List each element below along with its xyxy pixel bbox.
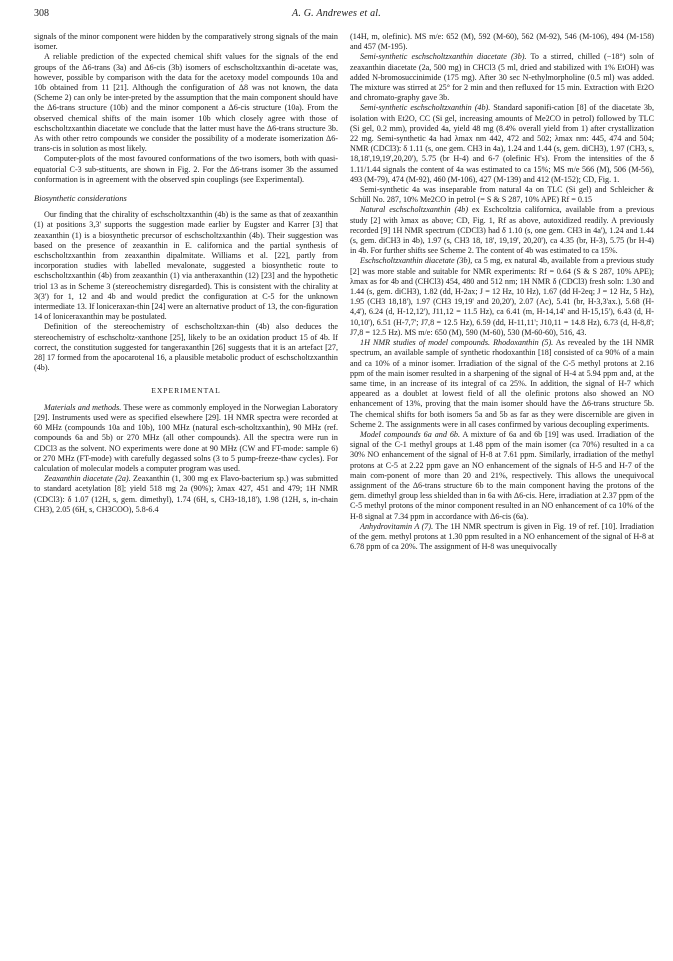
paragraph-tlc: Semi-synthetic 4a was inseparable from natural 4a on TLC (Si gel) and Schleicher & Schüll No. 287, 10% Me2CO in petrol (= S & S 287, 10% APE) Rf = 0.15 <box>350 185 654 205</box>
paragraph-materials-methods <box>34 403 338 474</box>
paragraph-anhydrovitamin <box>350 522 654 553</box>
paragraph-lead: Materials and methods. <box>44 402 122 412</box>
paragraph-chemical-shift-prediction: A reliable prediction of the expected chemical shift values for the signals of the end groups of the Δ6-trans (3a) and Δ6-cis (3b) isomers of eschscholtzxanthin di-acetate was, however, possible by comparison with the data for the acetoxy model compounds 10a and 10b obtained from 11 [21]. Although the configuration of Δ8 was not known, the data (Scheme 2) can only be inter-preted by the assumption that the main component should have the Δ6-trans structure (10b) and the minor component a Δ6-cis structure (10a). From the observed chemical shifts of the main isomer 10b which closely agree with those of eschscholtzxanthin diacetate we conclude that the latter must have the Δ6-trans structure 3b. As with other retro compounds we consider the possibility of a moderate isomerization Δ6-trans-cis in solution as most likely. <box>34 52 338 154</box>
paragraph-computer-plots: Computer-plots of the most favoured conformations of the two isomers, both with quasi-equatorial C-3 sub-stituents, are shown in Fig. 2. For the Δ6-trans isomer 3b the assumed conformation is in agreement with the observed spin couplings (see Experimental). <box>34 154 338 184</box>
paragraph-continued: (14H, m, olefinic). MS m/e: 652 (M), 592 (M-60), 562 (M-92), 546 (M-106), 494 (M-158) and 457 (M-195). <box>350 32 654 52</box>
page-header <box>34 8 639 24</box>
paragraph-rhodoxanthin <box>350 338 654 430</box>
paragraph-body: A mixture of 6a and 6b [19] was used. Irradiation of the signal of the C-1 methyl groups at 1.48 ppm of the main isomer (ca 70%) resulted in a ca 30% NO enhancement of the signal of H-8 at 7.61 ppm. Similarly, irradiation of the methyl protons at C-5 at 2.22 ppm gave an NO enhancement of the signals of H-5 and H-7 of the main com-ponent of more than 20 and 21%, respectively. This allows the unequivocal assignment of the Δ6-trans structure 6b to the main component having the protons of the gem. dimethyl group less shielded than in 6a with Δ6-cis. Here, irradiation at 2.37 ppm of the C-5 methyl protons of the minor component resulted in an NO enhancement of ca 10% of the H-8 signal at 7.34 ppm in accordance with Δ6-cis (6a). <box>350 429 654 521</box>
paragraph-body: These were as commonly employed in the Norwegian Laboratory [29]. Instruments used were as specified elsewhere [29]. 1H NMR spectra were recorded at 60 MHz (compounds 10a and 10b), 100 MHz (natural esch-scholtzxanthin), 90 MHz (ref. compounds 6a and 5b) or 270 MHz (all other compounds). All the spectra were run in CDCl3 as the solvent. NO experiments were done at 90 MHz (CW and FT-mode: sample 6) or 270 MHz (FT-mode) with carefully degassed solns (3 to 5 pump-freeze-thaw cycles). For calculation of molecular models a computer program was used. <box>34 402 338 473</box>
paragraph-eschscholtzxanthin-diacetate <box>350 256 654 338</box>
paragraph-body: To a stirred, chilled (−18°) soln of zeaxanthin diacetate (2a, 500 mg) in CHCl3 (5 ml, dried and stabilized with 1% EtOH) was added N-bromosuccinimide (175 mg). After 30 sec N-ethylmorpholine (0.5 ml) was added. The mixture was stirred at 25° for 2 min and then refluxed for 15 min. Extraction with Et2O and chromato-graphy gave 3b. <box>350 52 654 103</box>
paragraph-semisynthetic-eschscholtzxanthin <box>350 103 654 185</box>
section-heading-experimental: EXPERIMENTAL <box>151 385 221 395</box>
paragraph-body: As revealed by the 1H NMR spectrum, an available sample of synthetic rhodoxanthin [18] consisted of ca 90% of a main and ca 10% of a minor isomer. Irradiation of the signal of the C-5 methyl protons at 2.16 ppm of the main isomer resulted in a sharpening of the signal of H-4 at 5.94 ppm and, at the same time, in an increase of its integral of ca 25%. In addition, the signal of H-7 which appeared as a doublet at lowest field of all the olefinic protons also showed an NO enhancement of 13%, proving that the main isomer should have the Δ6-trans structure 5b. The chemical shifts for both isomers 5a and 5b as far as they were discernible are given in Scheme 2. The assignments were in all cases confirmed by various decoupling experiments. <box>350 338 654 429</box>
paragraph-lead: Anhydrovitamin A (7). <box>360 521 434 531</box>
paragraph-lead: Zeaxanthin diacetate (2a). <box>44 474 131 484</box>
paragraph-continued: signals of the minor component were hidden by the comparatively strong signals of the main isomer. <box>34 32 338 52</box>
paragraph-stereochemistry: Definition of the stereochemistry of eschscholtzxan-thin (4b) also deduces the stereochemistry of eschscholtz-xanthone [25], likely to be an oxidation product 15 of 4b. If correct, the constitution suggested for tangeraxanthin [26] suggests that it is an artefact [27, 28] 17 formed from the apocarotenal 16, a plausible metabolic product of eschscholtzxanthin (4b). <box>34 322 338 373</box>
paragraph-body: ca 5 mg, ex natural 4b, available from a previous study [2] was more stable and suitable for NMR experiments: Rf = 0.64 (S & S 287, 10% APE); λmax as for 4b and (CHCl3) 454, 480 and 512 nm; 1H NMR δ (CDCl3) fresh soln: 1.30 and 1.44 (s, gem. diCH3), 1.82 (dd, H-2ax; J = 12 Hz, 10 Hz), 1.67 (dd H-2eq; J = 12 Hz, 5 Hz), 1.95 (CH3 18,18'), 1.97 (CH3 19,19' and 20,20'), 2.07 (Ac), 5.41 (br, H-3,3'ax.), 5.68 (H-4,4'), 6.24 (d, H-12,12'), J11,12 = 11.5 Hz), ca 6.41 (m, H-14,14' and H-15,15'), 6.43 (d, H-10,10'), 6.51 (H-7,7'; J7,8 = 12.5 Hz), 6.59 (dd, H-11,11'; J10,11 = 14.8 Hz), 6.73 (d, H-8,8'; J7,8 = 12.5 Hz). MS m/e: 650 (M), 590 (M-60), 530 (M-60-60), 516, 43. <box>350 256 654 337</box>
left-column <box>34 32 338 515</box>
running-title: A. G. Andrewes et al. <box>292 8 381 19</box>
right-column <box>350 32 654 552</box>
paragraph-zeaxanthin-diacetate <box>34 474 338 515</box>
paragraph-natural-eschscholtzxanthin <box>350 205 654 256</box>
paragraph-body: Zeaxanthin (1, 300 mg ex Flavo-bacterium sp.) was submitted to standard acetylation [8]; yield 518 mg 2a (90%); λmax 427, 451 and 479; 1H NMR (CDCl3): δ 1.07 (12H, s, gem. dimethyl), 1.74 (6H, s, CH3-18,18'), 1.98 (12H, s, in-chain CH3), 2.05 (6H, s, CH3COO), 5.8-6.4 <box>34 474 338 514</box>
paragraph-lead: Semi-synthetic eschscholtzxanthin diacetate (3b). <box>360 52 527 62</box>
paragraph-lead: Semi-synthetic eschscholtzxanthin (4b). <box>360 103 491 113</box>
paragraph-biosynthesis: Our finding that the chirality of eschscholtzxanthin (4b) is the same as that of zeaxanthin (1) at positions 3,3' supports the suggestion made earlier by Eugster and Karrer [3] that zeaxanthin (1) is a biosynthetic precursor of eschscholtzxanthin (4b). Their suggestion was based on the presence of zeaxanthin in E. californica and the partial synthesis of eschscholtzxanthin from zeaxanthin dipalmitate. Williams et al. [22], partly from incorporation studies with labelled mevalonate, suggested a biosynthetic route to eschscholtzxanthin (4b) from zeaxanthin (1) via antheraxanthin (12) [23] and the hypothetic triol 13 as in Scheme 3 (stereochemistry disregarded). This is consistent with the chirality at 3(3') for 1, 12 and 4b and would predict the configuration at C-5 for the unknown intermediate 13. If loniceraxan-thin [24] were an alternative product of 13, the con-figuration 14 of loniceraxanthin may be postulated. <box>34 210 338 322</box>
paragraph-lead: Eschscholtzxanthin diacetate (3b), <box>360 256 473 266</box>
paragraph-lead: 1H NMR studies of model compounds. Rhodoxanthin (5). <box>360 338 554 348</box>
paragraph-lead: Model compounds 6a and 6b. <box>360 429 461 439</box>
paragraph-semisynthetic-diacetate <box>350 52 654 103</box>
paragraph-body: ex Eschcoltzia californica, available from a previous study [2] with λmax as above; CD, Fig. 1, Rf as above, autoxidized readily. A previously recorded [9] 1H NMR spectrum (CDCl3) had δ 1.10 (s, one gem. CH3 in 4a'), 1.24 and 1.44 (s, gem. diCH3 in 4b), 1.97 (s, CH3 18, 18', 19,19', 20,20'), ca 4.35 (br, H-3), 5.75 (br H-4) in 4b. For further shifts see Scheme 2. The content of 4b was estimated to ca 15%. <box>350 205 654 256</box>
page-number: 308 <box>34 8 49 19</box>
paragraph-body: Standard saponifi-cation [8] of the diacetate 3b, isolation with Et2O, CC (Si gel, increasing amounts of Me2CO in petrol) followed by TLC (Si gel, 0.2 mm), provided 4a, yield 48 mg (8.4% overall yield from 1) after crystallization 22 mg. Semi-synthetic 4a had λmax nm 442, 472 and 502; λmax nm: 445, 474 and 504; NMR (CDCl3): δ 1.11 (s, one gem. CH3 in 4a), 1.24 and 1.44 (s, gem. diCH3), 1.97 (CH3, s, 18,18',19,19',20,20'), 5.75 (br H-4) and 6-7 (olefinic H's). From the intensities of the δ 1.11/1.44 signals the content of 4a was estimated to ca 15%; MS m/e 566 (M), 506 (M-56), 493 (M-79), 474 (M-92), 460 (M-106), 427 (M-139) and 412 (M-152); CD, Fig. 1. <box>350 103 654 184</box>
paragraph-model-compounds <box>350 430 654 522</box>
paragraph-lead: Natural eschscholtzxanthin (4b) <box>360 205 469 215</box>
paragraph-body: The 1H NMR spectrum is given in Fig. 19 of ref. [10]. Irradiation of the gem. methyl protons at 1.30 ppm resulted in a NO enhancement of the signal of H-8 at 6.78 ppm of ca 20%. The assignment of H-8 was unequivocally <box>350 521 654 552</box>
section-heading-biosynthetic: Biosynthetic considerations <box>34 194 127 204</box>
